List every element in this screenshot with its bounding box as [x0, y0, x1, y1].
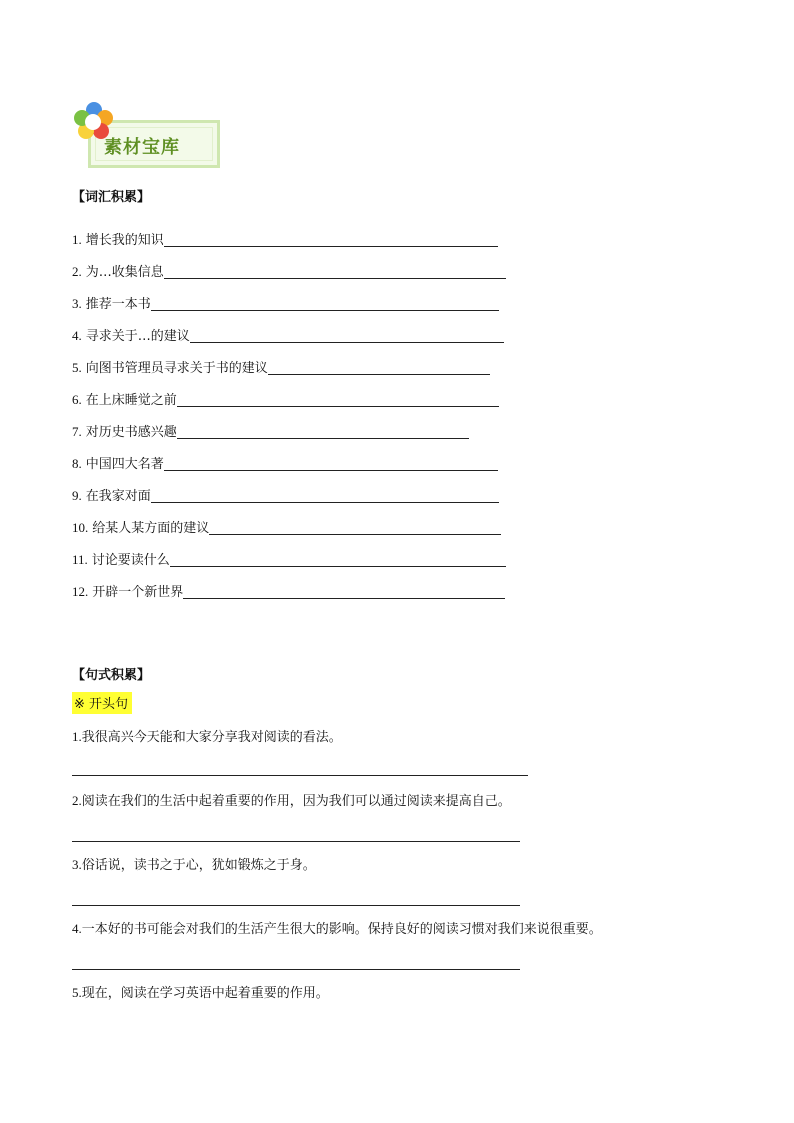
sentence-text: 一本好的书可能会对我们的生活产生很大的影响。保持良好的阅读习惯对我们来说很重要。	[81, 922, 602, 937]
banner-title: 素材宝库	[104, 137, 180, 158]
answer-blank[interactable]	[190, 328, 504, 343]
item-number: 2.	[72, 264, 82, 279]
vocab-item	[72, 344, 506, 376]
item-text: 寻求关于…的建议	[85, 329, 190, 344]
vocab-item	[72, 536, 506, 568]
opening-sentences-label: ※ 开头句	[72, 692, 132, 714]
vocab-list	[72, 216, 506, 600]
item-text: 开辟一个新世界	[92, 585, 184, 600]
item-text: 在上床睡觉之前	[85, 393, 177, 408]
sentence-item	[72, 918, 672, 948]
sentence-item	[72, 790, 672, 820]
answer-blank[interactable]	[170, 552, 506, 567]
sentence-item	[72, 854, 672, 884]
item-number: 8.	[72, 456, 82, 471]
sentence-heading: 【句式积累】	[72, 668, 151, 683]
answer-blank[interactable]	[151, 296, 499, 311]
answer-blank[interactable]	[177, 392, 499, 407]
item-text: 给某人某方面的建议	[92, 521, 210, 536]
item-number: 4.	[72, 328, 82, 343]
sentence-number: 2.	[72, 793, 82, 808]
sentence-item	[72, 726, 672, 756]
item-number: 3.	[72, 296, 82, 311]
item-text: 中国四大名著	[85, 457, 164, 472]
sentence-item	[72, 982, 672, 1012]
item-number: 12.	[72, 584, 89, 599]
vocab-item	[72, 408, 506, 440]
answer-line[interactable]	[72, 820, 520, 842]
sentence-number: 3.	[72, 857, 82, 872]
vocab-item	[72, 248, 506, 280]
answer-line[interactable]	[72, 884, 520, 906]
vocab-item	[72, 280, 506, 312]
item-number: 5.	[72, 360, 82, 375]
answer-blank[interactable]	[164, 456, 498, 471]
sentence-number: 5.	[72, 985, 82, 1000]
item-text: 增长我的知识	[85, 233, 164, 248]
item-text: 推荐一本书	[85, 297, 151, 312]
item-number: 7.	[72, 424, 82, 439]
vocab-item	[72, 376, 506, 408]
item-text: 讨论要读什么	[91, 553, 170, 568]
answer-blank[interactable]	[183, 584, 505, 599]
vocab-item	[72, 440, 506, 472]
sentence-text: 阅读在我们的生活中起着重要的作用，因为我们可以通过阅读来提高自己。	[81, 794, 511, 809]
answer-blank[interactable]	[177, 424, 469, 439]
item-text: 向图书管理员寻求关于书的建议	[85, 361, 268, 376]
sentence-list	[72, 726, 672, 1012]
answer-blank[interactable]	[268, 360, 490, 375]
answer-blank[interactable]	[151, 488, 499, 503]
item-number: 11.	[72, 552, 88, 567]
item-number: 9.	[72, 488, 82, 503]
vocab-item	[72, 216, 506, 248]
item-text: 在我家对面	[85, 489, 151, 504]
answer-blank[interactable]	[164, 232, 498, 247]
answer-line[interactable]	[72, 756, 528, 776]
vocab-item	[72, 312, 506, 344]
sentence-number: 1.	[72, 729, 82, 744]
item-number: 1.	[72, 232, 82, 247]
item-number: 10.	[72, 520, 89, 535]
answer-blank[interactable]	[209, 520, 501, 535]
sentence-number: 4.	[72, 921, 82, 936]
sentence-text: 我很高兴今天能和大家分享我对阅读的看法。	[81, 730, 342, 745]
item-text: 为…收集信息	[85, 265, 164, 280]
vocab-item	[72, 472, 506, 504]
sentence-text: 俗话说，读书之于心，犹如锻炼之于身。	[81, 858, 316, 873]
item-text: 对历史书感兴趣	[85, 425, 177, 440]
answer-blank[interactable]	[164, 264, 506, 279]
section-banner	[72, 100, 228, 174]
sentence-text: 现在，阅读在学习英语中起着重要的作用。	[81, 986, 329, 1001]
vocab-item	[72, 504, 506, 536]
vocab-heading: 【词汇积累】	[72, 190, 151, 205]
vocab-item	[72, 568, 506, 600]
answer-line[interactable]	[72, 948, 520, 970]
item-number: 6.	[72, 392, 82, 407]
